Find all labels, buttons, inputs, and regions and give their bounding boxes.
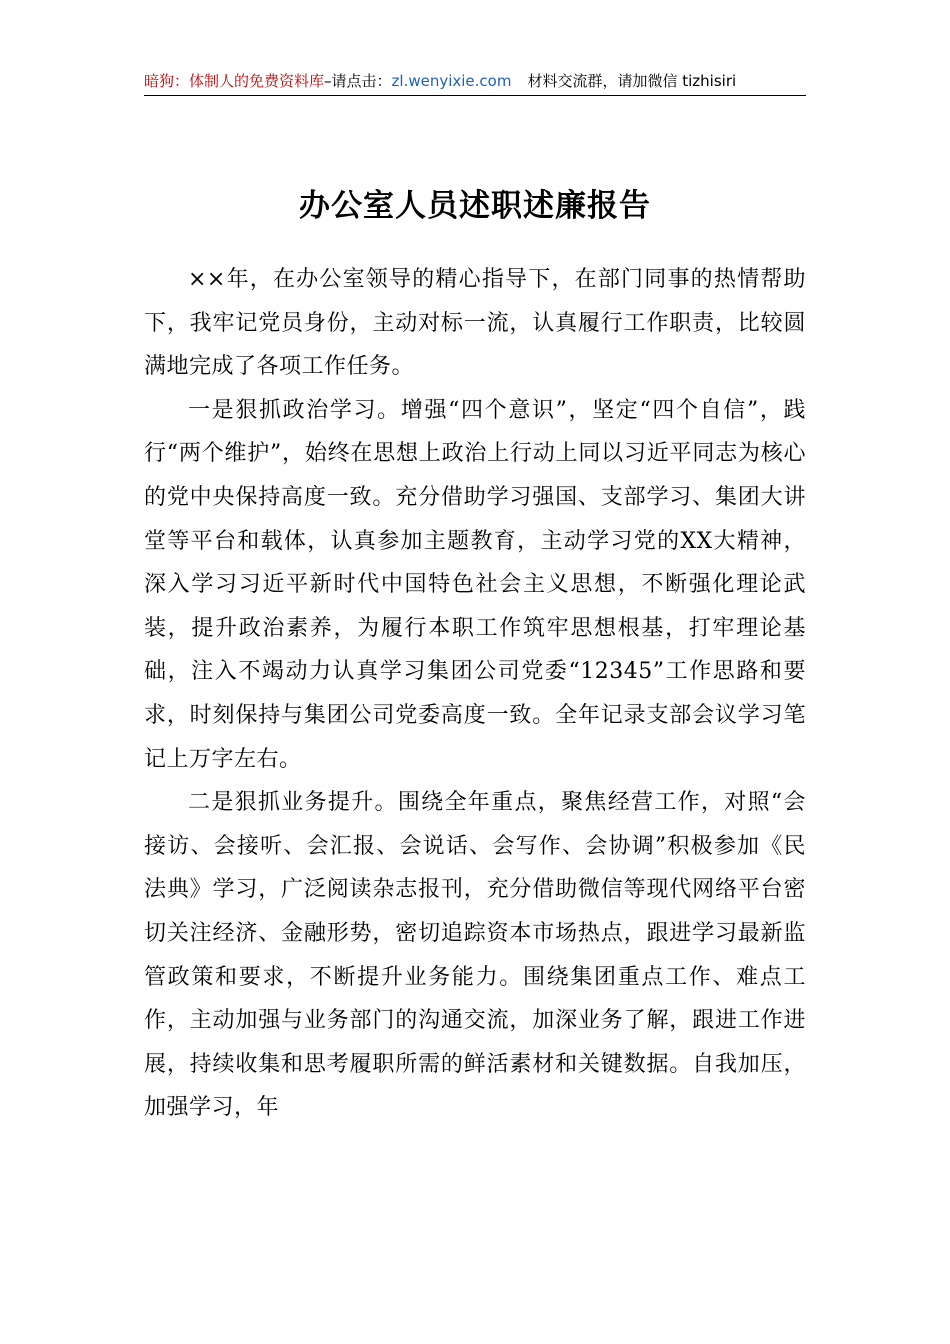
header-url-link[interactable]: zl.wenyixie.com — [391, 72, 512, 90]
header-click-prompt: –请点击： — [324, 72, 392, 90]
paragraph-intro: ××年，在办公室领导的精心指导下，在部门同事的热情帮助下，我牢记党员身份，主动对标一流，认真履行工作职责，比较圆满地完成了各项工作任务。 — [144, 267, 806, 380]
header-wechat-note: 材料交流群，请加微信 tizhisiri — [527, 72, 737, 90]
document-title: 办公室人员述职述廉报告 — [299, 187, 651, 224]
page-header — [144, 68, 806, 94]
header-brand[interactable]: 暗狗：体制人的免费资料库 — [144, 72, 325, 90]
paragraph-business-improvement: 二是狠抓业务提升。围绕全年重点，聚焦经营工作，对照“会接访、会接听、会汇报、会说话、会写作、会协调”积极参加《民法典》学习，广泛阅读杂志报刊，充分借助微信等现代网络平台密切关注经济、金融形势，密切追踪资本市场热点，跟进学习最新监管政策和要求，不断提升业务能力。围绕集团重点工作、难点工作，主动加强与业务部门的沟通交流，加深业务了解，跟进工作进展，持续收集和思考履职所需的鲜活素材和关键数据。自我加压，加强学习，年 — [144, 790, 806, 1121]
header-divider — [144, 95, 806, 96]
paragraph-political-study: 一是狠抓政治学习。增强“四个意识”，坚定“四个自信”，践行“两个维护”，始终在思想上政治上行动上同以习近平同志为核心的党中央保持高度一致。充分借助学习强国、支部学习、集团大讲堂等平台和载体，认真参加主题教育，主动学习党的XX大精神，深入学习习近平新时代中国特色社会主义思想，不断强化理论武装，提升政治素养，为履行本职工作筑牢思想根基，打牢理论基础，注入不竭动力认真学习集团公司党委“12345”工作思路和要求，时刻保持与集团公司党委高度一致。全年记录支部会议学习笔记上万字左右。 — [144, 397, 806, 772]
document-body — [144, 258, 806, 1130]
